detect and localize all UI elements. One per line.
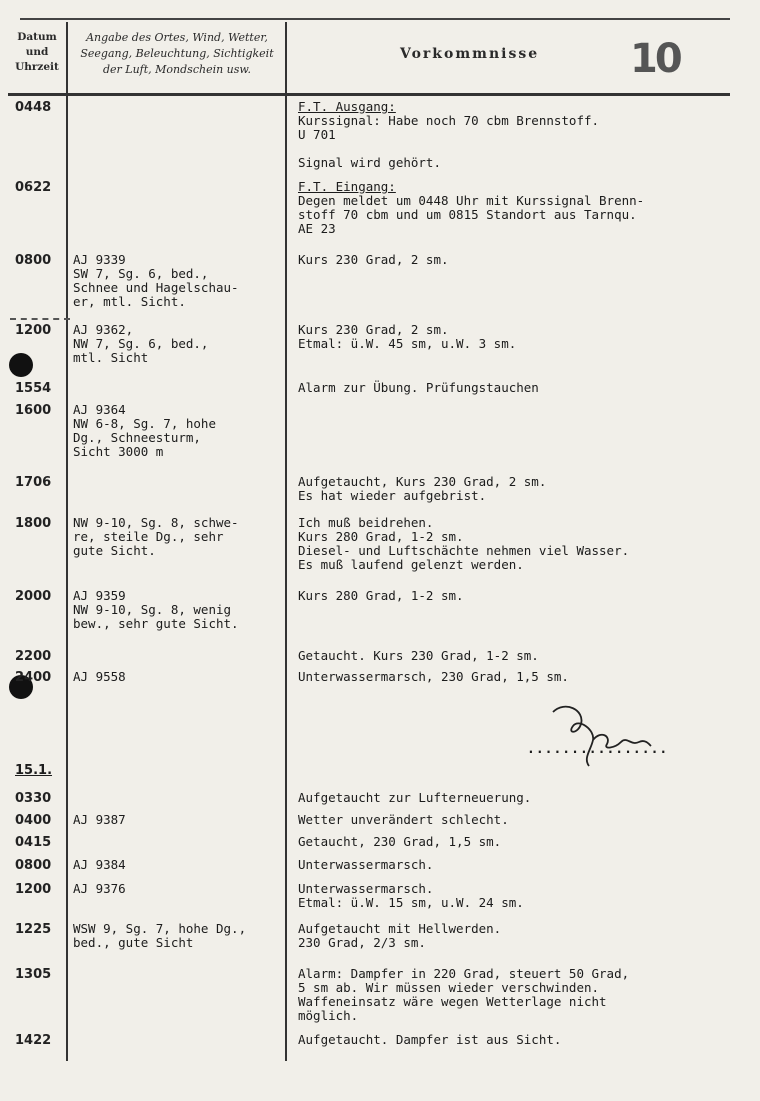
- entry-time: 1554: [15, 381, 52, 396]
- entry-event-text: Aufgetaucht zur Lufterneuerung.: [298, 790, 532, 805]
- entry-time: 1225: [15, 922, 52, 937]
- entry-event-text: Getaucht. Kurs 230 Grad, 1-2 sm.: [298, 648, 539, 663]
- entry-location: AJ 9364 NW 6-8, Sg. 7, hohe Dg., Schneesturm, Sicht 3000 m: [73, 402, 216, 459]
- entry-location: WSW 9, Sg. 7, hohe Dg., bed., gute Sicht: [73, 921, 247, 950]
- entry-event-text: Kurs 230 Grad, 2 sm.: [298, 252, 449, 267]
- entry-location: AJ 9384: [73, 857, 126, 872]
- date-marker: 15.1.: [15, 763, 53, 778]
- entry-event: [298, 1033, 753, 1047]
- entry-time: 0622: [15, 180, 52, 195]
- entry-location: AJ 9339 SW 7, Sg. 6, bed., Schnee und Hagelschau- er, mtl. Sicht.: [73, 252, 239, 309]
- entry-event-text: Aufgetaucht. Dampfer ist aus Sicht.: [298, 1032, 562, 1047]
- entry-event-text: Degen meldet um 0448 Uhr mit Kurssignal Brenn- stoff 70 cbm und um 0815 Standort aus Tarnqu. AE 23: [298, 193, 645, 236]
- entry-time: 0415: [15, 835, 52, 850]
- entry-time: 2400: [15, 670, 52, 685]
- entry-time: 2200: [15, 649, 52, 664]
- entry-time: 1422: [15, 1033, 52, 1048]
- entry-event-text: Aufgetaucht, Kurs 230 Grad, 2 sm. Es hat wieder aufgebrist.: [298, 474, 547, 503]
- entry-time: 0448: [15, 100, 52, 115]
- entry-event: [298, 835, 753, 849]
- entry-event: [298, 475, 753, 503]
- entry-time: 1800: [15, 516, 52, 531]
- entry-time: 0400: [15, 813, 52, 828]
- punch-hole-1: [9, 353, 33, 377]
- entry-event: [298, 882, 753, 910]
- entry-location: AJ 9558: [73, 669, 126, 684]
- entry-event: [298, 922, 753, 950]
- entry-event-text: Alarm zur Übung. Prüfungstauchen: [298, 380, 539, 395]
- entry-location: NW 9-10, Sg. 8, schwe- re, steile Dg., sehr gute Sicht.: [73, 515, 239, 558]
- entry-event-text: Aufgetaucht mit Hellwerden. 230 Grad, 2/3 sm.: [298, 921, 502, 950]
- entry-event: [298, 649, 753, 663]
- entry-time: 1305: [15, 967, 52, 982]
- entry-time: 1600: [15, 403, 52, 418]
- entry-time: 0800: [15, 253, 52, 268]
- entry-time: 2000: [15, 589, 52, 604]
- entry-time: 1706: [15, 475, 52, 490]
- signature: [545, 700, 655, 774]
- entry-event-title: F.T. Ausgang:: [298, 99, 396, 114]
- entry-time: 1200: [15, 882, 52, 897]
- page-number: 10: [630, 36, 680, 82]
- entry-event: [298, 323, 753, 351]
- entry-event-text: Alarm: Dampfer in 220 Grad, steuert 50 Grad, 5 sm ab. Wir müssen wieder verschwinden. Waffeneinsatz wäre wegen Wetterlage nicht möglich.: [298, 966, 630, 1023]
- entry-event: [298, 670, 753, 684]
- entry-event: [298, 100, 753, 170]
- entry-event: [298, 180, 753, 236]
- header-rule: [8, 93, 730, 96]
- entry-location: AJ 9362, NW 7, Sg. 6, bed., mtl. Sicht: [73, 322, 209, 365]
- header-location-weather: Angabe des Ortes, Wind, Wetter, Seegang, Beleuchtung, Sichtigkeit der Luft, Mondschein usw.: [80, 31, 274, 76]
- entry-location: AJ 9387: [73, 812, 126, 827]
- entry-time: 0330: [15, 791, 52, 806]
- entry-time: 1200: [15, 323, 52, 338]
- entry-event-text: Kurs 230 Grad, 2 sm. Etmal: ü.W. 45 sm, u.W. 3 sm.: [298, 322, 517, 351]
- entry-event-text: Ich muß beidrehen. Kurs 280 Grad, 1-2 sm. Diesel- und Luftschächte nehmen viel Wasser. Es muß laufend gelenzt werden.: [298, 515, 630, 572]
- top-border: [20, 18, 730, 20]
- entry-event: [298, 813, 753, 827]
- entry-event: [298, 967, 753, 1023]
- entry-location: AJ 9359 NW 9-10, Sg. 8, wenig bew., sehr gute Sicht.: [73, 588, 239, 631]
- column-divider-1: [66, 22, 68, 1061]
- entry-event: [298, 253, 753, 267]
- entry-location: AJ 9376: [73, 881, 126, 896]
- entry-event: [298, 858, 753, 872]
- row-separator: [10, 318, 70, 320]
- entry-event-text: Wetter unverändert schlecht.: [298, 812, 509, 827]
- entry-time: 0800: [15, 858, 52, 873]
- entry-event: [298, 791, 753, 805]
- entry-event-text: Kurs 280 Grad, 1-2 sm.: [298, 588, 464, 603]
- signature-line: ................: [527, 742, 669, 757]
- entry-event: [298, 381, 753, 395]
- entry-event-title: F.T. Eingang:: [298, 179, 396, 194]
- entry-event-text: Unterwassermarsch, 230 Grad, 1,5 sm.: [298, 669, 569, 684]
- entry-event: [298, 516, 753, 572]
- entry-event-text: Getaucht, 230 Grad, 1,5 sm.: [298, 834, 502, 849]
- header-date-time: Datum und Uhrzeit: [15, 31, 59, 73]
- entry-event: [298, 589, 753, 603]
- entry-event-text: Unterwassermarsch.: [298, 857, 434, 872]
- header-events: Vorkommnisse: [400, 46, 540, 62]
- column-divider-2: [285, 22, 287, 1061]
- entry-event-text: Unterwassermarsch. Etmal: ü.W. 15 sm, u.W. 24 sm.: [298, 881, 524, 910]
- entry-event-text: Kurssignal: Habe noch 70 cbm Brennstoff. U 701 Signal wird gehört.: [298, 113, 600, 170]
